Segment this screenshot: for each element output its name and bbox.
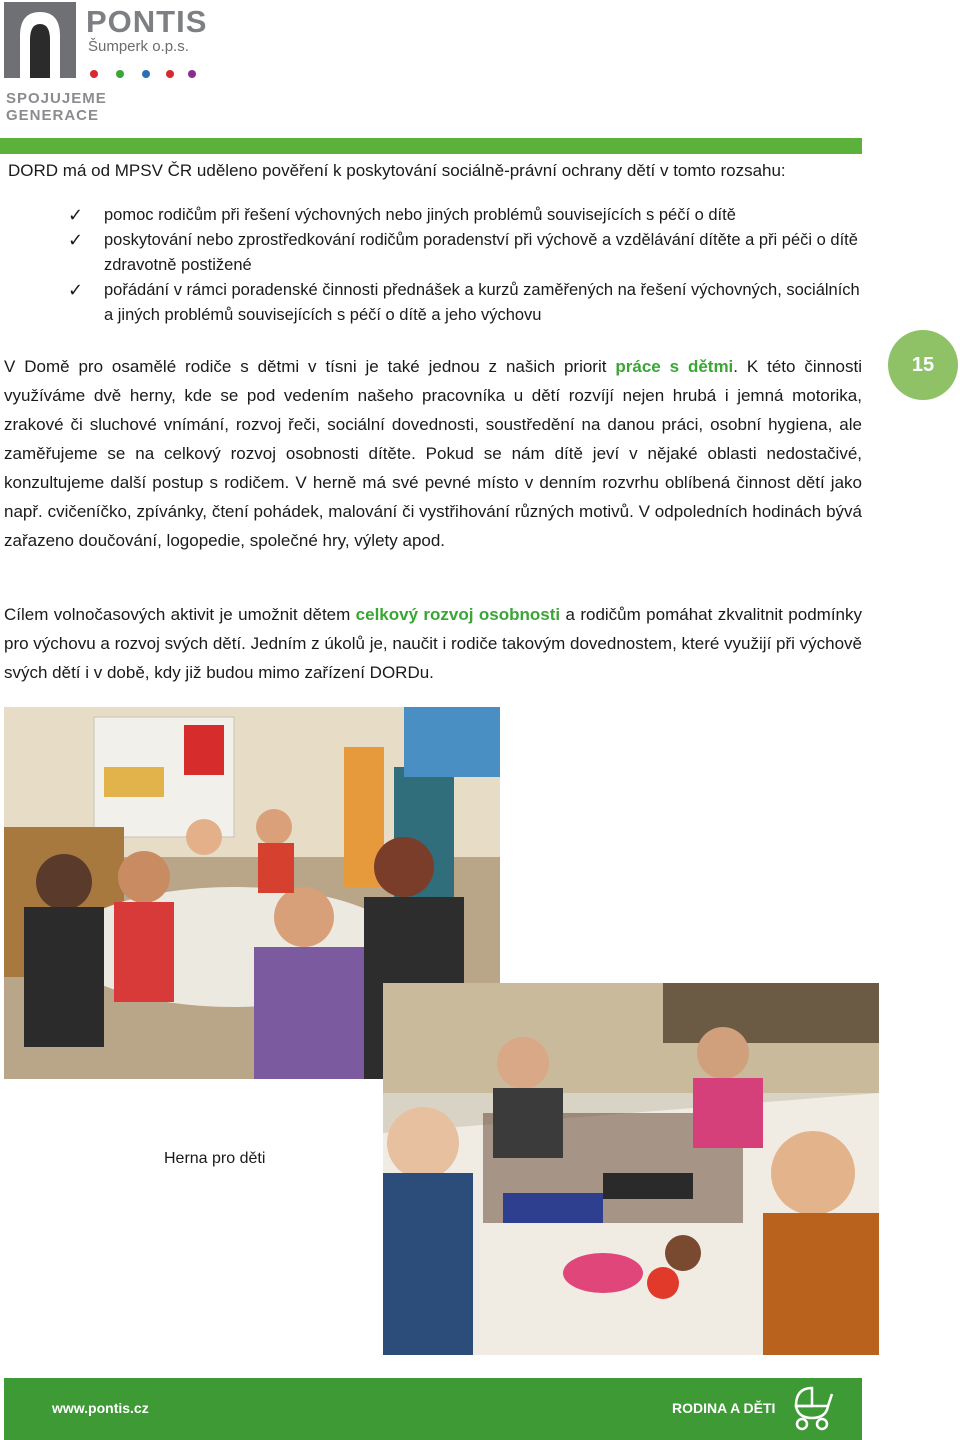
highlight-text: celkový rozvoj osobnosti: [355, 605, 561, 624]
checkmark-icon: ✓: [68, 205, 84, 225]
bullet-text: poskytování nebo zprostředkování rodičům poradenství při výchově a vzdělávání dítěte a při péči o dítě zdravotně postižené: [104, 231, 858, 274]
paragraph-leisure-goals: [4, 600, 862, 687]
checkmark-icon: ✓: [68, 230, 84, 250]
pontis-logo: [4, 2, 208, 124]
bullet-list: [68, 203, 868, 328]
bullet-text: pomoc rodičům při řešení výchovných nebo jiných problémů souvisejících s péčí o dítě: [104, 206, 736, 224]
highlight-text: práce s dětmi: [615, 357, 734, 376]
checkmark-icon: ✓: [68, 280, 84, 300]
intro-text: DORD má od MPSV ČR uděleno pověření k poskytování sociálně-právní ochrany dětí v tomto rozsahu:: [8, 161, 786, 180]
footer-slogan: RODINA A DĚTI: [672, 1400, 776, 1416]
paragraph-text: a rodičům pomáhat zkvalitnit podmínky pro výchovu a rozvoj svých dětí. Jedním z úkolů je, naučit i rodiče takovým dovednostem, které využijí při výchově svých dětí i v době, kdy již budou mimo zařízení DORDu.: [4, 605, 862, 682]
page-number-badge: 15: [888, 330, 958, 400]
logo-dot-purple: [188, 70, 196, 78]
logo-dot-red-2: [166, 70, 174, 78]
logo-title: PONTIS: [86, 4, 208, 39]
stroller-icon: [790, 1382, 834, 1432]
photo-caption: Herna pro děti: [164, 1150, 266, 1167]
paragraph-text: . K této činnosti využíváme dvě herny, kde se pod vedením našeho pracovníka u dětí rozvíjí nejen hrubá i jemná motorika, zrakové či sluchové vnímání, rozvoj řeči, sociální dovednosti, soustředění na danou práci, osobní hygiena, ale zaměřujeme se na celkový rozvoj osobnosti dítěte. Pokud se nám dítě jeví v nějaké oblasti nedostačivé, konzultujeme další postup s rodičem. V herně má své pevné místo v denním rozvrhu oblíbená činnost dětí jako např. cvičeníčko, zpívánky, čtení pohádek, malování či vystřihování různých motivů. V odpoledních hodinách bývá zařazeno doučování, logopedie, společné hry, výlety apod.: [4, 357, 862, 550]
paragraph-text: Cílem volnočasových aktivit je umožnit dětem: [4, 605, 356, 624]
logo-dot-red: [90, 70, 98, 78]
arch-logo-icon: [4, 2, 76, 78]
list-item: [68, 278, 868, 328]
logo-subtitle: Šumperk o.p.s.: [88, 38, 189, 55]
paragraph-text: V Domě pro osamělé rodiče s dětmi v tísni je také jednou z našich priorit: [4, 357, 616, 376]
logo-tagline: SPOJUJEME GENERACE: [6, 90, 107, 124]
paragraph-children-work: [4, 352, 862, 555]
list-item: [68, 203, 868, 228]
logo-dot-green: [116, 70, 124, 78]
header-green-bar: [0, 138, 862, 154]
logo-dot-blue: [142, 70, 150, 78]
bullet-text: pořádání v rámci poradenské činnosti přednášek a kurzů zaměřených na řešení výchovných, sociálních a jiných problémů souvisejících s péčí o dítě a jeho výchovu: [104, 281, 860, 324]
list-item: [68, 228, 868, 278]
painting-photo: [383, 983, 879, 1355]
footer-website-link[interactable]: www.pontis.cz: [52, 1400, 149, 1416]
painting-photo-image: [383, 983, 879, 1355]
